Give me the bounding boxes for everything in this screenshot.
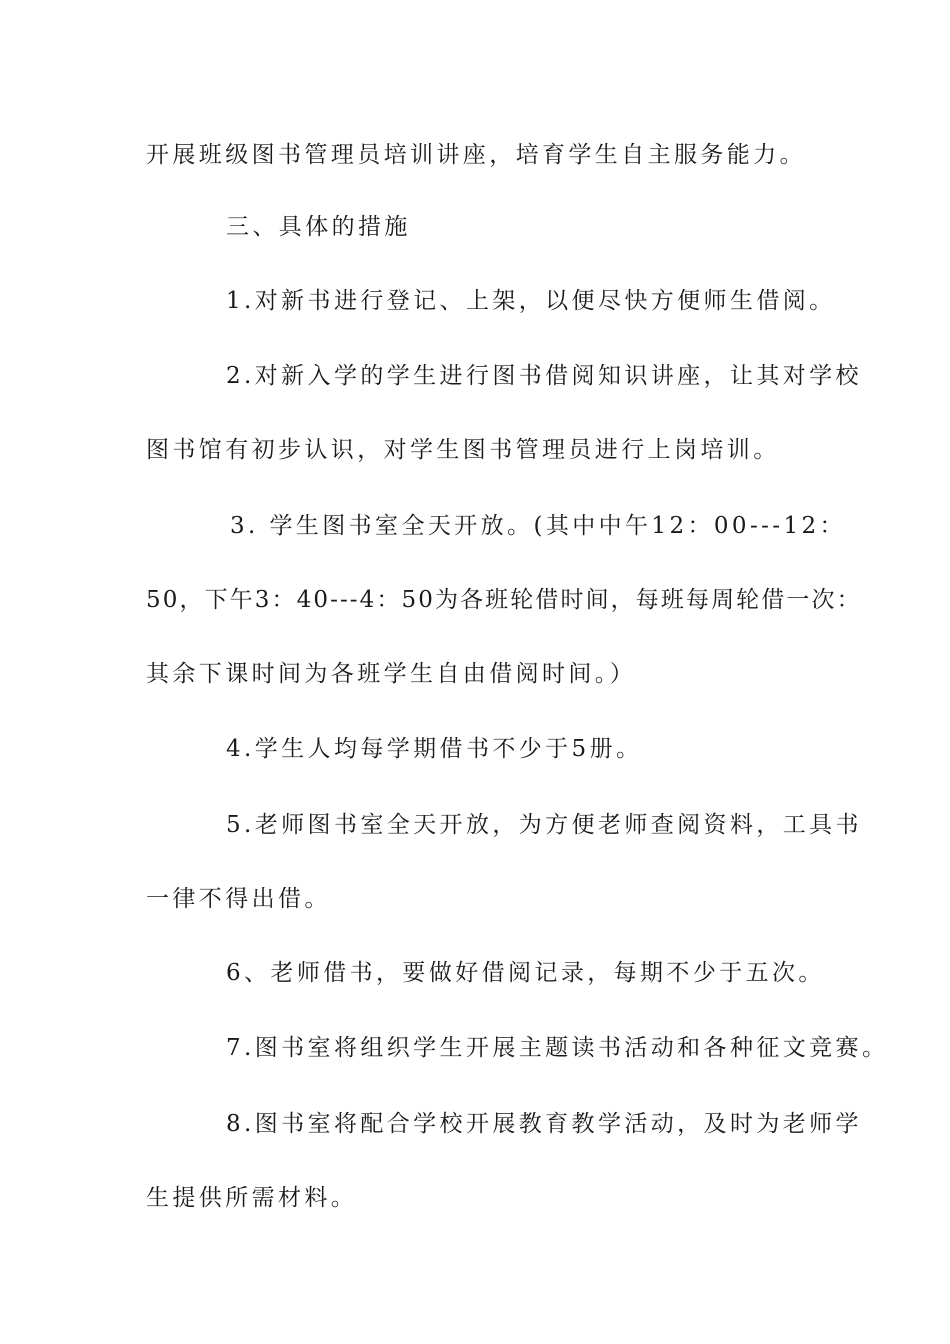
- section-heading: 三、具体的措施: [226, 214, 411, 240]
- measure-item-6: 6、老师借书，要做好借阅记录，每期不少于五次。: [226, 960, 825, 986]
- measure-item-1: 1.对新书进行登记、上架，以便尽快方便师生借阅。: [226, 288, 836, 314]
- measure-item-7: 7.图书室将组织学生开展主题读书活动和各种征文竞赛。: [226, 1035, 889, 1061]
- paragraph-line-1: 开展班级图书管理员培训讲座，培育学生自主服务能力。: [146, 142, 806, 168]
- measure-item-8-continued: 生提供所需材料。: [146, 1185, 358, 1211]
- measure-item-3: 3. 学生图书室全天开放。(其中中午12：00---12：: [230, 513, 846, 539]
- measure-item-4: 4.学生人均每学期借书不少于5册。: [226, 736, 643, 762]
- measure-item-3-continued: 50，下午3：40---4：50为各班轮借时间，每班每周轮借一次：: [146, 587, 862, 613]
- measure-item-5: 5.老师图书室全天开放，为方便老师查阅资料，工具书: [226, 812, 862, 838]
- measure-item-2-continued: 图书馆有初步认识，对学生图书管理员进行上岗培训。: [146, 437, 780, 463]
- measure-item-5-continued: 一律不得出借。: [146, 886, 331, 912]
- measure-item-8: 8.图书室将配合学校开展教育教学活动，及时为老师学: [226, 1111, 862, 1137]
- measure-item-2: 2.对新入学的学生进行图书借阅知识讲座，让其对学校: [226, 363, 862, 389]
- measure-item-3-continued-2: 其余下课时间为各班学生自由借阅时间。）: [146, 661, 637, 687]
